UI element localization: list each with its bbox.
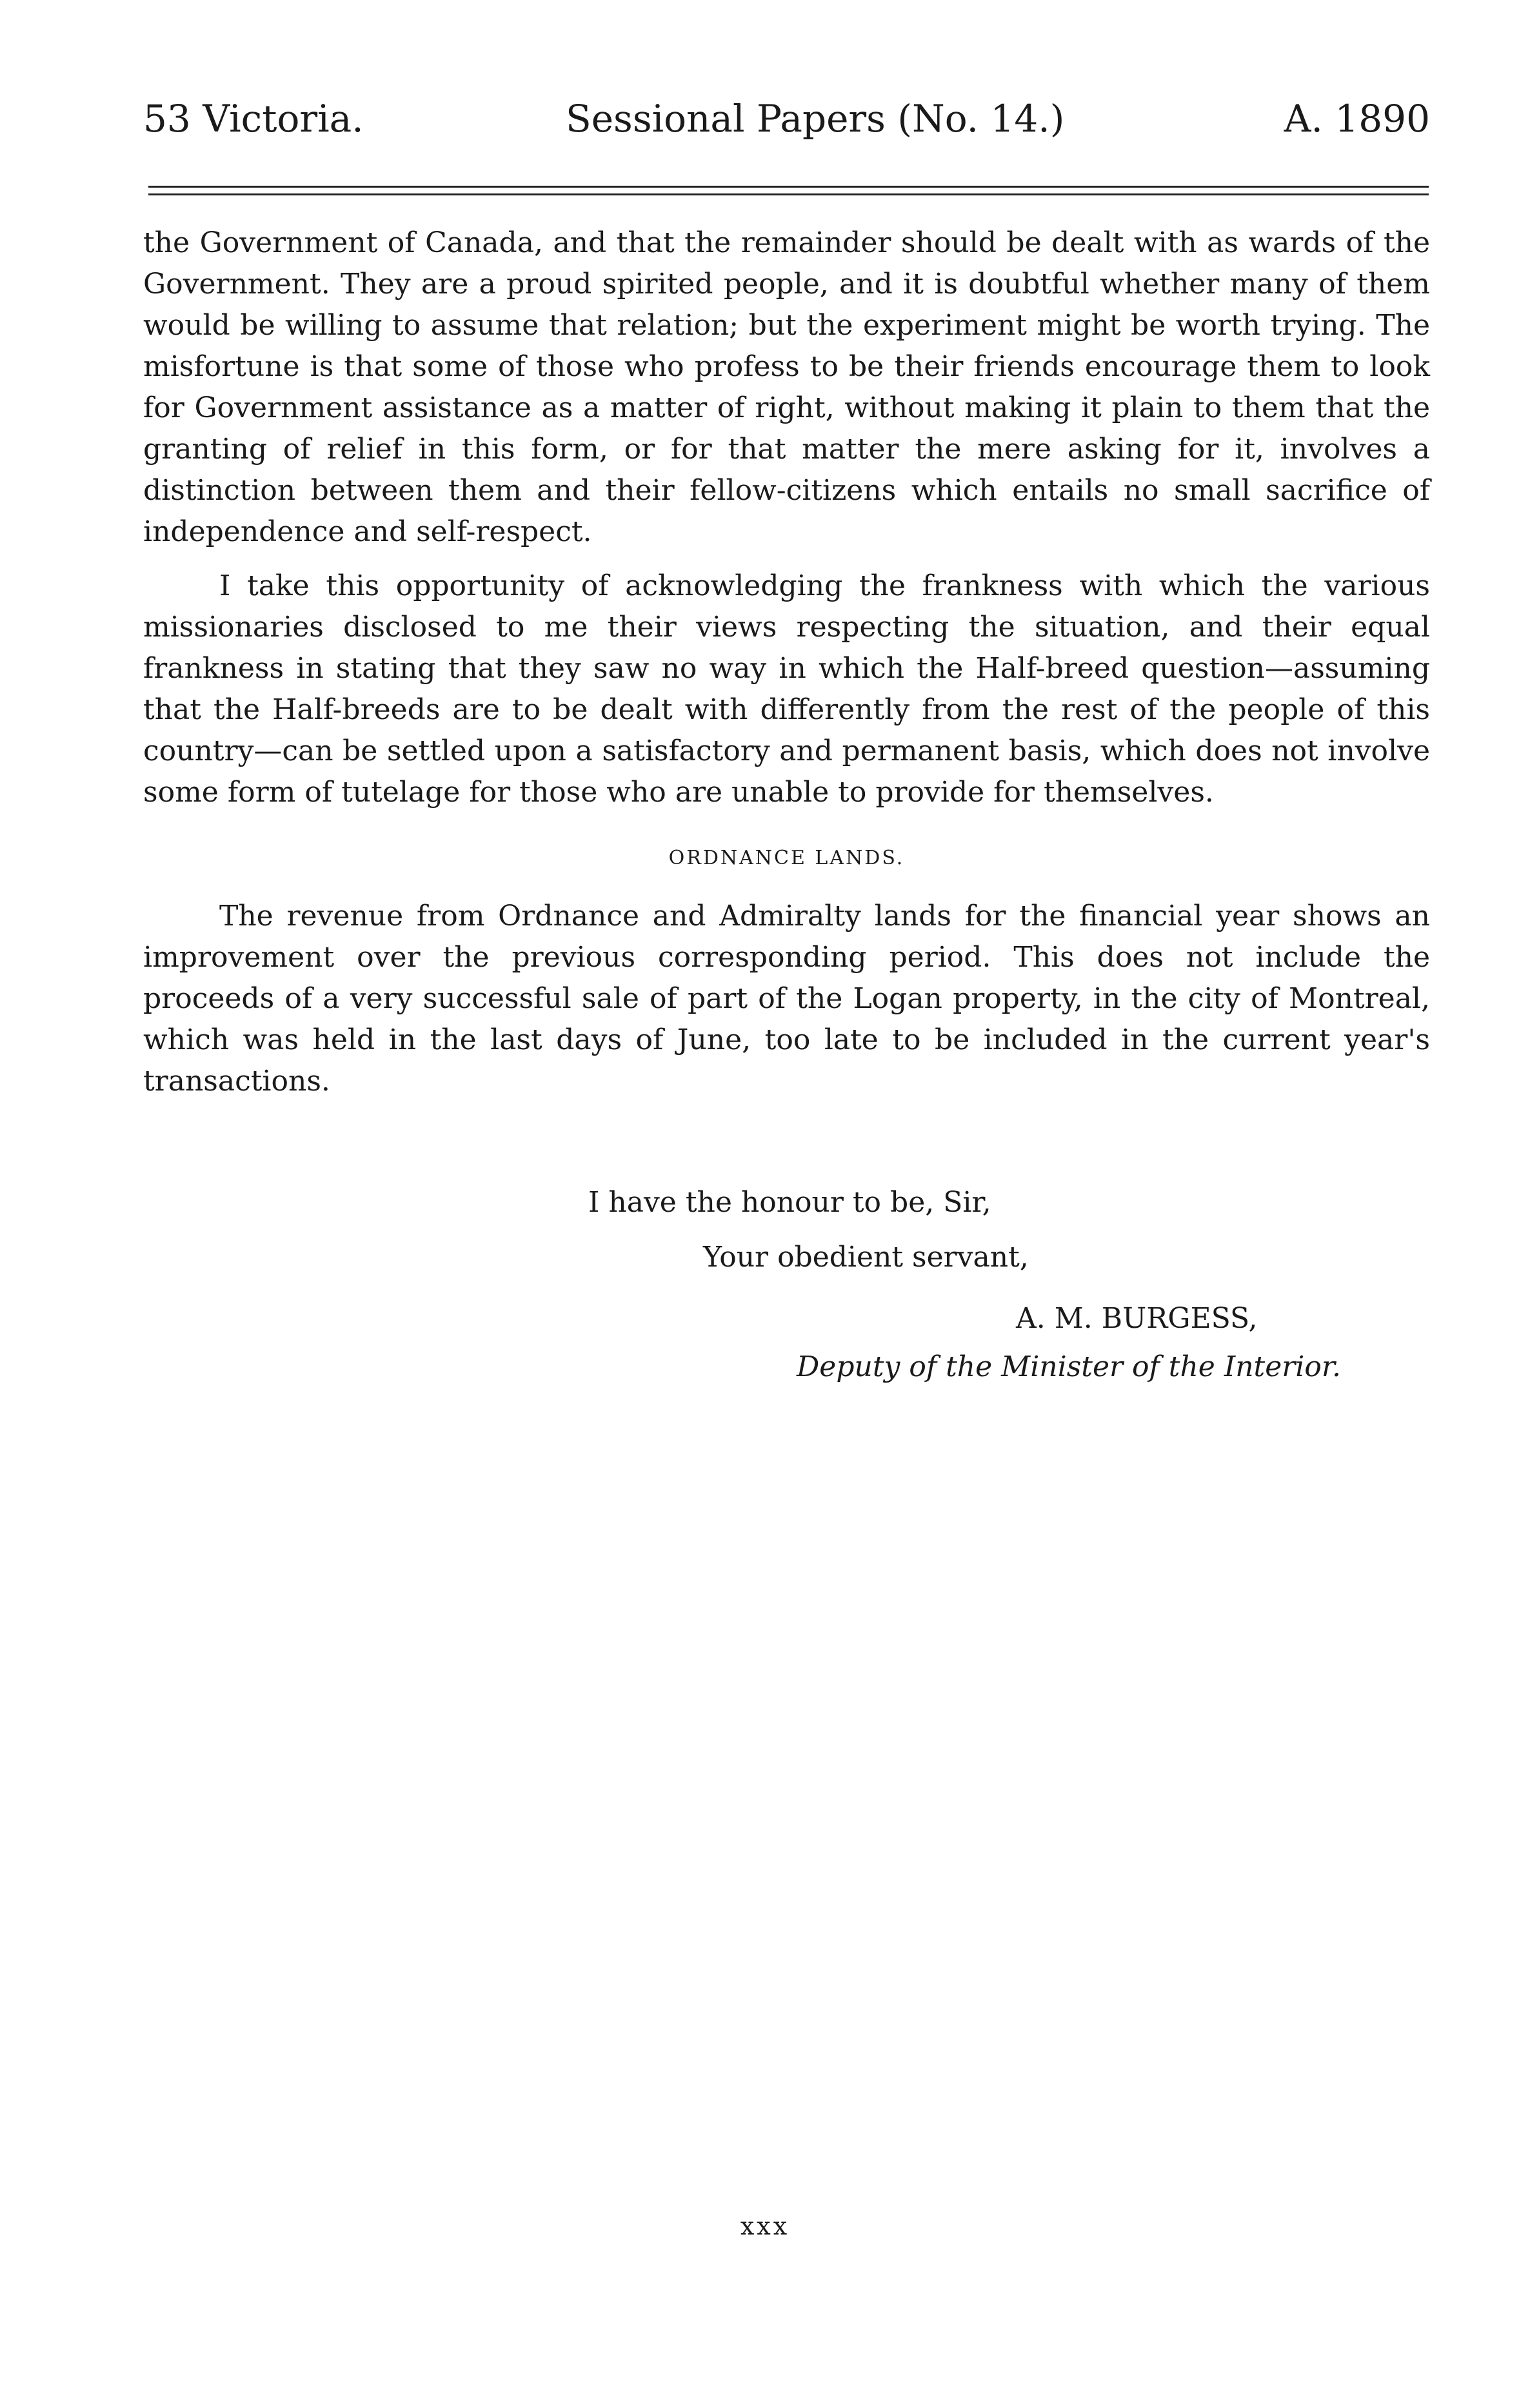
closing-salutation: I have the honour to be, Sir, (588, 1186, 991, 1219)
paragraph-missionaries: I take this opportunity of acknowledging the frankness with which the various missionaries disclosed to me their views respecting the situation, and their equal frankness in stating that they saw no way in which the Half-breed question—assuming that the Half-breeds are to be dealt with differently from the rest of the people of this country—can be settled upon a satisfactory and permanent basis, which does not involve some form of tutelage for those who are unable to provide for themselves. (143, 569, 1430, 809)
body-text (143, 222, 1430, 1102)
header-rule-bottom (148, 193, 1429, 195)
header-title: Sessional Papers (No. 14.) (566, 97, 1065, 141)
page-number: xxx (740, 2212, 790, 2240)
header-session: 53 Victoria. (143, 97, 364, 141)
section-heading: ORDNANCE LANDS. (668, 847, 905, 869)
header-year: A. 1890 (1284, 97, 1430, 141)
signature-name: A. M. BURGESS, (1016, 1302, 1258, 1335)
paragraph-continued: the Government of Canada, and that the remainder should be dealt with as wards of the Government. They are a proud spirited people, and it is doubtful whether many of them would be willing to assume that relation; but the experiment might be worth trying. The misfortune is that some of those who profess to be their friends encourage them to look for Government assistance as a matter of right, without making it plain to them that the granting of relief in this form, or for that matter the mere asking for it, involves a distinction between them and their fellow-citizens which entails no small sacrifice of independence and self-respect. (143, 226, 1430, 548)
paragraph-ordnance: The revenue from Ordnance and Admiralty lands for the financial year shows an improvement over the previous corresponding period. This does not include the proceeds of a very successful sale of part of the Logan property, in the city of Montreal, which was held in the last days of June, too late to be included in the current year's transactions. (143, 900, 1430, 1098)
header-rule-top (148, 186, 1429, 188)
page-header (143, 97, 1430, 155)
closing-servant: Your obedient servant, (703, 1241, 1029, 1274)
signature-title: Deputy of the Minister of the Interior. (797, 1350, 1342, 1383)
